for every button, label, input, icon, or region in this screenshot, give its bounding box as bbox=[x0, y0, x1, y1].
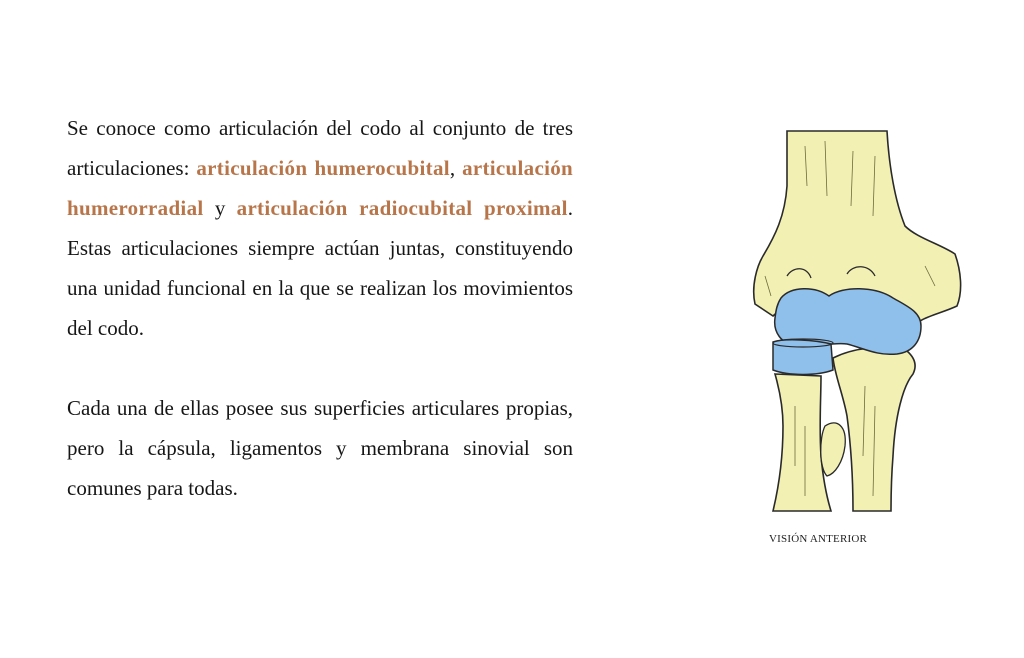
separator-comma: , bbox=[449, 156, 463, 180]
figure-caption: VISIÓN ANTERIOR bbox=[769, 533, 868, 545]
ulna-bone bbox=[833, 347, 915, 511]
elbow-joint-drawing bbox=[735, 126, 975, 526]
paragraph-intro bbox=[67, 108, 573, 348]
separator-and: y bbox=[203, 196, 237, 220]
radial-head-cartilage bbox=[773, 340, 833, 375]
paragraph-surfaces: Cada una de ellas posee sus superficies articulares propias, pero la cápsula, ligamentos y membrana sinovial son comunes para todas. bbox=[67, 396, 573, 500]
tuberosity bbox=[821, 423, 846, 476]
intro-text: Se conoce como articulación del codo al conjunto de tres articulaciones: bbox=[67, 116, 573, 180]
paragraph-rest: . Estas articulaciones siempre actúan juntas, constituyendo una unidad funcional en la que se realizan los movimientos del codo. bbox=[67, 196, 573, 340]
term-humerocubital: articulación humerocubital bbox=[196, 156, 450, 180]
body-text bbox=[67, 108, 573, 508]
term-radiocubital-proximal: articulación radiocubital proximal bbox=[236, 196, 568, 220]
elbow-illustration bbox=[735, 126, 975, 526]
term-humerorradial: articulación humerorradial bbox=[67, 156, 573, 220]
